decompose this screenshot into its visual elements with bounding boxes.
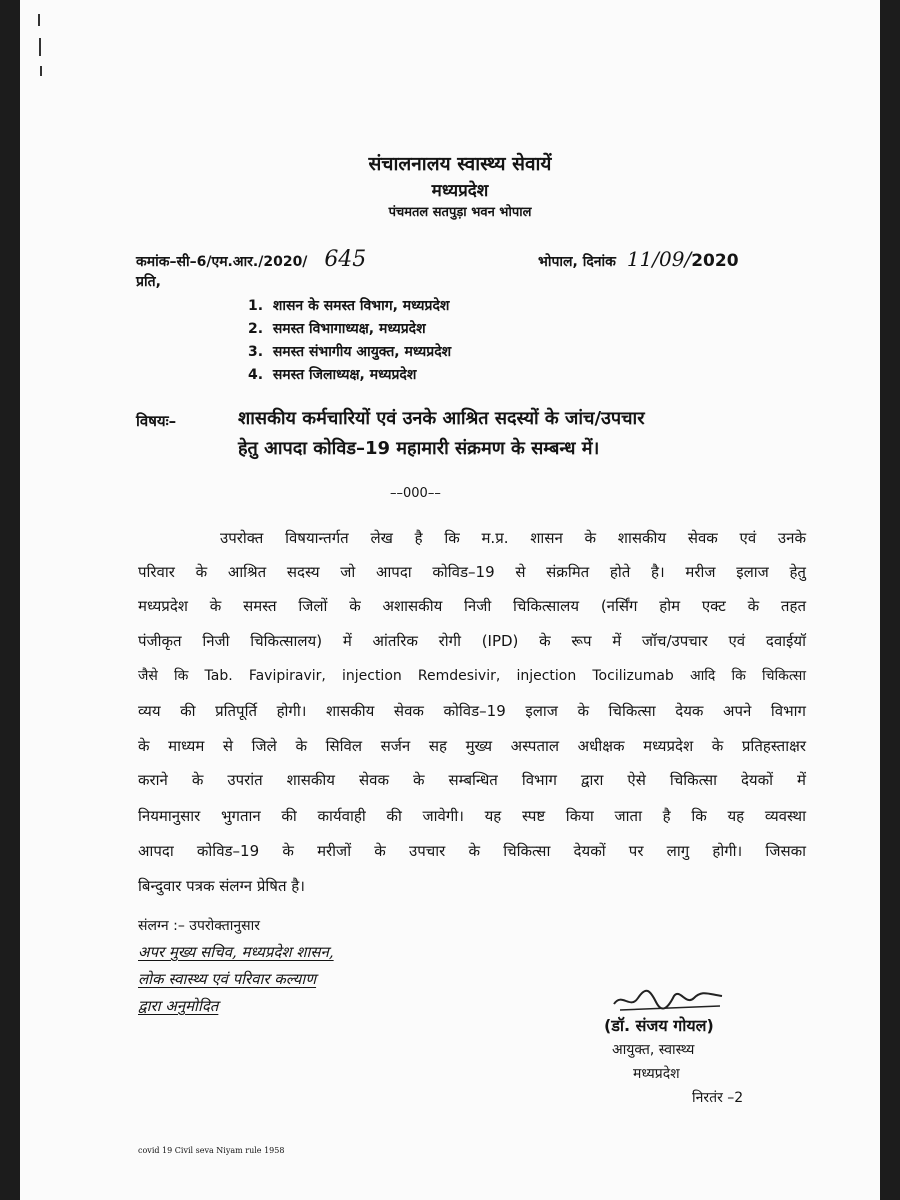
office-title: संचालनालय स्वास्थ्य सेवायें bbox=[368, 153, 552, 175]
office-address: पंचमतल सतपुड़ा भवन भोपाल bbox=[388, 205, 532, 220]
reference-prefix: कमांक–सी–6/एम.आर./2020/ bbox=[136, 254, 308, 270]
recipient-item: 2. समस्त विभागाध्यक्ष, मध्यप्रदेश bbox=[248, 321, 426, 337]
subject-label: विषयः– bbox=[136, 412, 177, 430]
subject-line: शासकीय कर्मचारियों एवं उनके आश्रित सदस्यों के जांच/उपचार bbox=[238, 408, 645, 429]
document-page bbox=[20, 0, 880, 1200]
separator: ––000–– bbox=[390, 486, 441, 501]
scan-mark bbox=[39, 38, 41, 56]
office-state: मध्यप्रदेश bbox=[431, 181, 489, 201]
recipient-item: 3. समस्त संभागीय आयुक्त, मध्यप्रदेश bbox=[248, 344, 452, 360]
approval-line: अपर मुख्य सचिव, मध्यप्रदेश शासन, bbox=[138, 943, 334, 961]
body-line: कराने के उपरांत शासकीय सेवक के सम्बन्धित विभाग द्वारा ऐसे चिकित्सा देयकों में bbox=[138, 771, 806, 789]
signatory-name: (डॉ. संजय गोयल) bbox=[604, 1016, 714, 1035]
reference-date bbox=[538, 247, 739, 271]
body-line: जैसे कि Tab. Favipiravir, injection Remdesivir, injection Tocilizumab आदि कि चिकित्सा bbox=[138, 668, 806, 684]
date-handwritten: 11/09/ bbox=[626, 247, 692, 271]
recipient-item: 1. शासन के समस्त विभाग, मध्यप्रदेश bbox=[248, 298, 450, 314]
scan-mark bbox=[40, 66, 42, 76]
signatory-state: मध्यप्रदेश bbox=[633, 1066, 680, 1082]
footer-note: covid 19 Civil seva Niyam rule 1958 bbox=[138, 1146, 285, 1155]
body-line: पंजीकृत निजी चिकित्सालय) में आंतरिक रोगी (IPD) के रूप में जॉच/उपचार एवं दवाईयॉ bbox=[138, 632, 806, 650]
body-line: के माध्यम से जिले के सिविल सर्जन सह मुख्य अस्पताल अधीक्षक मध्यप्रदेश के प्रतिहस्ताक्षर bbox=[138, 737, 806, 755]
approval-line: द्वारा अनुमोदित bbox=[138, 997, 219, 1015]
body-line: मध्यप्रदेश के समस्त जिलों के अशासकीय निजी चिकित्सालय (नर्सिंग होम एक्ट के तहत bbox=[138, 597, 806, 615]
reference-number bbox=[136, 247, 366, 272]
body-line: परिवार के आश्रित सदस्य जो आपदा कोविड–19 से संक्रमित होते है। मरीज इलाज हेतु bbox=[138, 563, 806, 581]
attachment-note: संलग्न :– उपरोक्तानुसार bbox=[138, 918, 260, 934]
date-prefix: भोपाल, दिनांक bbox=[538, 254, 616, 270]
body-line: व्यय की प्रतिपूर्ति होगी। शासकीय सेवक कोविड–19 इलाज के चिकित्सा देयक अपने विभाग bbox=[138, 702, 806, 720]
reference-handwritten-number: 645 bbox=[324, 247, 367, 272]
signature-image bbox=[610, 984, 730, 1014]
recipients-label: प्रति, bbox=[136, 274, 161, 290]
date-year: 2020 bbox=[691, 251, 739, 271]
subject-line: हेतु आपदा कोविड–19 महामारी संक्रमण के सम्बन्ध में। bbox=[238, 438, 600, 459]
approval-line: लोक स्वास्थ्य एवं परिवार कल्याण bbox=[138, 970, 317, 988]
continued-note: निरतंर –2 bbox=[692, 1090, 744, 1106]
signatory-designation: आयुक्त, स्वास्थ्य bbox=[612, 1042, 695, 1058]
body-line: आपदा कोविड–19 के मरीजों के उपचार के चिकित्सा देयकों पर लागु होगी। जिसका bbox=[138, 842, 806, 860]
body-line: नियमानुसार भुगतान की कार्यवाही की जावेगी। यह स्पष्ट किया जाता है कि यह व्यवस्था bbox=[138, 807, 806, 825]
scan-mark bbox=[38, 14, 40, 26]
recipient-item: 4. समस्त जिलाध्यक्ष, मध्यप्रदेश bbox=[248, 367, 417, 383]
body-line: बिन्दुवार पत्रक संलग्न प्रेषित है। bbox=[138, 877, 305, 895]
body-line: उपरोक्त विषयान्तर्गत लेख है कि म.प्र. शासन के शासकीय सेवक एवं उनके bbox=[220, 529, 806, 547]
